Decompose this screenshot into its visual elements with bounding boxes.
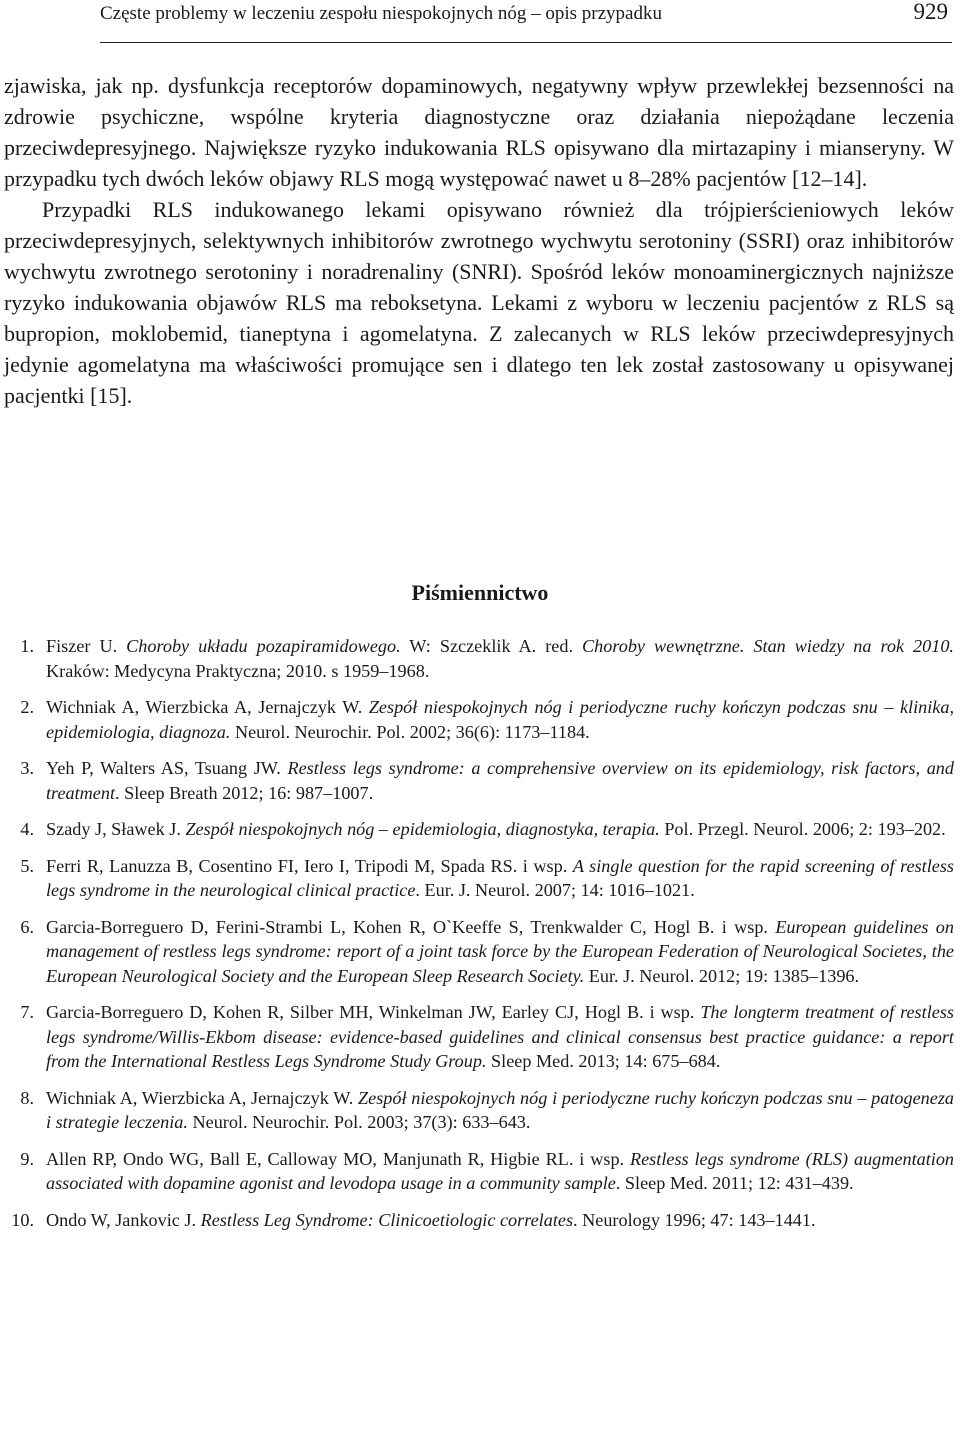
reference-item: 6. Garcia-Borreguero D, Ferini-Strambi L, Kohen R, O`Keeffe S, Trenkwalder C, Hogl B. i wsp. European guidelines on management of restless legs syndrome: report of a joint task force by the European Federation of Neurological Societes, the European Neurological Society and the European Sleep Research Society. Eur. J. Neurol. 2012; 19: 1385–1396. [20, 916, 954, 986]
reference-item: 9. Allen RP, Ondo WG, Ball E, Calloway MO, Manjunath R, Higbie RL. i wsp. Restless legs syndrome (RLS) augmentation associated with dopamine agonist and levodopa usage in a community sample. Sleep Med. 2011; 12: 431–439. [20, 1148, 955, 1193]
references-heading: Piśmiennictwo [411, 580, 549, 605]
running-header [100, 0, 952, 43]
reference-item: 5. Ferri R, Lanuzza B, Cosentino FI, Iero I, Tripodi M, Spada RS. i wsp. A single question for the rapid screening of restless legs syndrome in the neurological clinical practice. Eur. J. Neurol. 2007; 14: 1016–1021. [20, 855, 954, 900]
paragraph-1: zjawiska, jak np. dysfunkcja receptorów dopaminowych, negatywny wpływ przewlekłej bezsenności na zdrowie psychiczne, wspólne kryteria diagnostyczne oraz działania niepożądane leczenia przeciwdepresyjnego. Największe ryzyko indukowania RLS opisywano dla mirtazapiny i mianseryny. W przypadku tych dwóch leków objawy RLS mogą występować nawet u 8–28% pacjentów [12–14]. [4, 73, 954, 191]
reference-item: 8. Wichniak A, Wierzbicka A, Jernajczyk W. Zespół niespokojnych nóg i periodyczne ruchy kończyn podczas snu – patogeneza i strategie leczenia. Neurol. Neurochir. Pol. 2003; 37(3): 633–643. [20, 1087, 954, 1132]
reference-item: 4. Szady J, Sławek J. Zespół niespokojnych nóg – epidemiologia, diagnostyka, terapia. Pol. Przegl. Neurol. 2006; 2: 193–202. [20, 819, 946, 839]
reference-item: 2. Wichniak A, Wierzbicka A, Jernajczyk W. Zespół niespokojnych nóg i periodyczne ruchy kończyn podczas snu – klinika, epidemiologia, diagnoza. Neurol. Neurochir. Pol. 2002; 36(6): 1173–1184. [20, 697, 954, 742]
paragraph-2: Przypadki RLS indukowanego lekami opisywano również dla trójpierścieniowych leków przeciwdepresyjnych, selektywnych inhibitorów zwrotnego wychwytu serotoniny (SSRI) oraz inhibitorów wychwytu zwrotnego serotoniny i noradrenaliny (SNRI). Spośród leków monoaminergicznych najniższe ryzyko indukowania objawów RLS ma reboksetyna. Lekami z wyboru w leczeniu pacjentów z RLS są bupropion, moklobemid, tianeptyna i agomelatyna. Z zalecanych w RLS leków przeciwdepresyjnych jedynie agomelatyna ma właściwości promujące sen i dlatego ten lek został zastosowany u opisywanej pacjentki [15]. [4, 197, 954, 408]
reference-item: 7. Garcia-Borreguero D, Kohen R, Silber MH, Winkelman JW, Earley CJ, Hogl B. i wsp. The longterm treatment of restless legs syndrome/Willis-Ekbom disease: evidence-based guidelines and clinical consensus best practice guidance: a report from the International Restless Legs Syndrome Study Group. Sleep Med. 2013; 14: 675–684. [20, 1002, 954, 1071]
running-title: Częste problemy w leczeniu zespołu niespokojnych nóg – opis przypadku [100, 3, 662, 24]
reference-list [0, 634, 954, 1244]
body-text [4, 70, 954, 411]
reference-item: 10. Ondo W, Jankovic J. Restless Leg Syndrome: Clinicoetiologic correlates. Neurology 1996; 47: 143–1441. [11, 1209, 816, 1230]
page-number: 929 [913, 0, 948, 24]
reference-item: 1. Fiszer U. Choroby układu pozapiramidowego. W: Szczeklik A. red. Choroby wewnętrzne. Stan wiedzy na rok 2010. Kraków: Medycyna Praktyczna; 2010. s 1959–1968. [20, 636, 954, 681]
reference-item: 3. Yeh P, Walters AS, Tsuang JW. Restless legs syndrome: a comprehensive overview on its epidemiology, risk factors, and treatment. Sleep Breath 2012; 16: 987–1007. [20, 758, 954, 803]
